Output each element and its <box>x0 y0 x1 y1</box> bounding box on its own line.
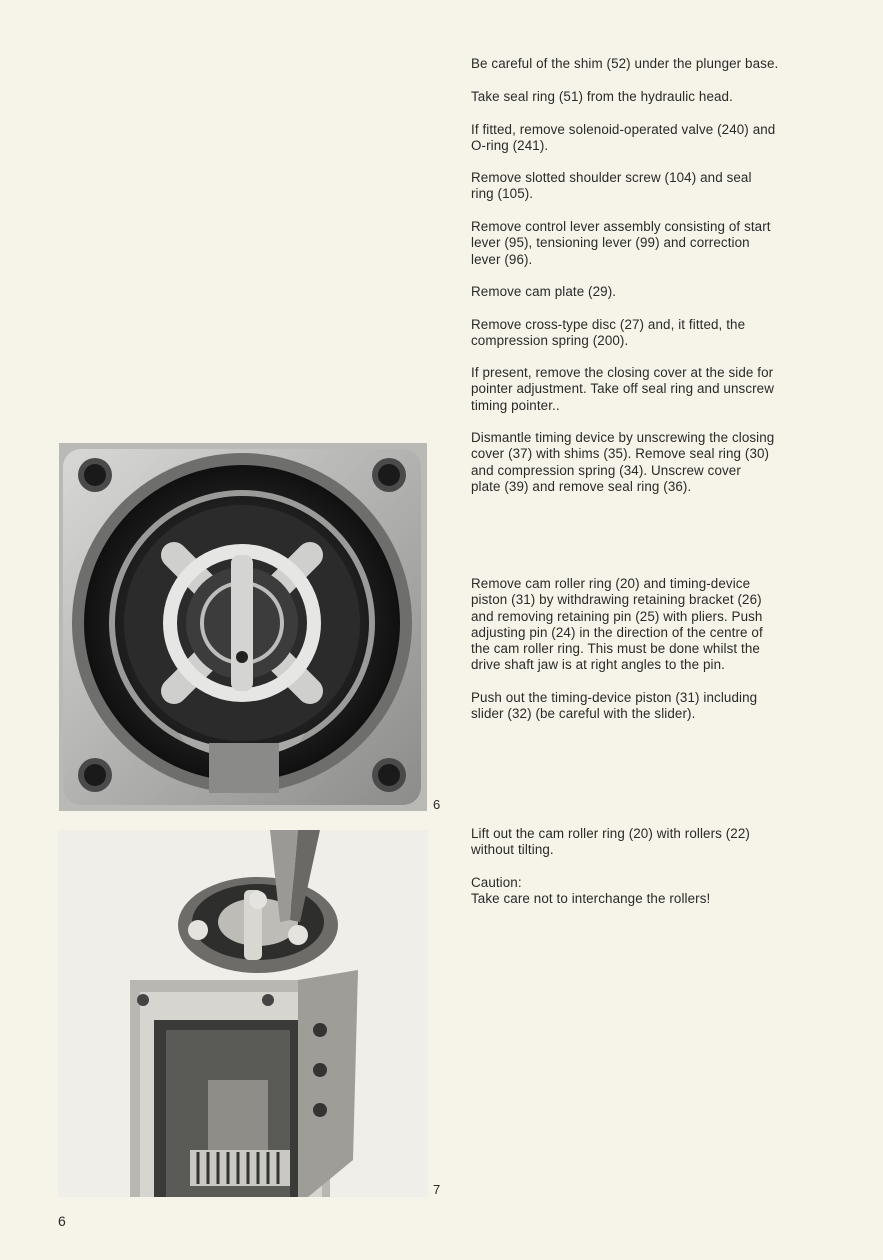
paragraph-shoulder-screw <box>471 170 821 203</box>
text-line: and compression spring (34). Unscrew cover <box>471 462 741 478</box>
page-number: 6 <box>58 1213 66 1229</box>
figure-6-photo <box>59 443 427 811</box>
text-line: compression spring (200). <box>471 333 629 349</box>
text-line: plate (39) and remove seal ring (36). <box>471 478 692 494</box>
text-line: Remove cam roller ring (20) and timing-device <box>471 576 751 591</box>
figure-7-label: 7 <box>433 1182 441 1197</box>
text-line: Be careful of the shim (52) under the plunger base. <box>471 56 779 71</box>
text-line: ring (105). <box>471 186 534 202</box>
text-line: If fitted, remove solenoid-operated valve (240) and <box>471 122 776 137</box>
text-line: Push out the timing-device piston (31) including <box>471 690 758 705</box>
paragraph-closing-cover <box>471 365 821 414</box>
text-line: piston (31) by withdrawing retaining bracket (26) <box>471 592 762 608</box>
text-line: Remove slotted shoulder screw (104) and seal <box>471 170 752 185</box>
text-line: without tilting. <box>471 842 554 858</box>
text-line: Remove control lever assembly consisting of start <box>471 219 771 234</box>
paragraph-lift-out <box>471 826 821 859</box>
text-line: and removing retaining pin (25) with pliers. Push <box>471 608 763 624</box>
paragraph-cross-type-disc <box>471 317 821 350</box>
paragraph-seal-ring-51 <box>471 89 821 105</box>
text-line: lever (96). <box>471 251 533 267</box>
text-line: Remove cross-type disc (27) and, it fitted, the <box>471 317 746 332</box>
paragraph-timing-device <box>471 430 821 495</box>
text-line: adjusting pin (24) in the direction of the centre of <box>471 624 763 640</box>
text-line: Lift out the cam roller ring (20) with rollers (22) <box>471 826 750 841</box>
paragraph-timing-piston <box>471 690 821 723</box>
text-line: lever (95), tensioning lever (99) and correction <box>471 235 750 251</box>
text-line: Dismantle timing device by unscrewing the closing <box>471 430 775 445</box>
text-line: If present, remove the closing cover at the side for <box>471 365 774 380</box>
text-line: cover (37) with shims (35). Remove seal ring (30) <box>471 446 770 462</box>
figure-7-photo <box>58 830 428 1197</box>
text-line: drive shaft jaw is at right angles to the pin. <box>471 657 725 673</box>
paragraph-control-lever <box>471 219 821 268</box>
figure-6-label: 6 <box>433 797 441 812</box>
text-line: Remove cam plate (29). <box>471 284 617 299</box>
text-line: the cam roller ring. This must be done whilst the <box>471 641 760 657</box>
paragraph-solenoid-valve <box>471 122 821 155</box>
text-line: timing pointer.. <box>471 397 560 413</box>
text-line: pointer adjustment. Take off seal ring and unscrew <box>471 381 774 397</box>
paragraph-shim <box>471 56 821 72</box>
text-line: Take seal ring (51) from the hydraulic head. <box>471 89 733 104</box>
text-line: slider (32) (be careful with the slider). <box>471 706 696 722</box>
caution-heading: Caution: <box>471 875 522 890</box>
paragraph-caution <box>471 875 821 908</box>
text-line: O-ring (241). <box>471 138 549 154</box>
paragraph-cam-plate <box>471 284 821 300</box>
paragraph-cam-roller-ring <box>471 576 821 674</box>
text-line: Take care not to interchange the rollers! <box>471 891 711 907</box>
